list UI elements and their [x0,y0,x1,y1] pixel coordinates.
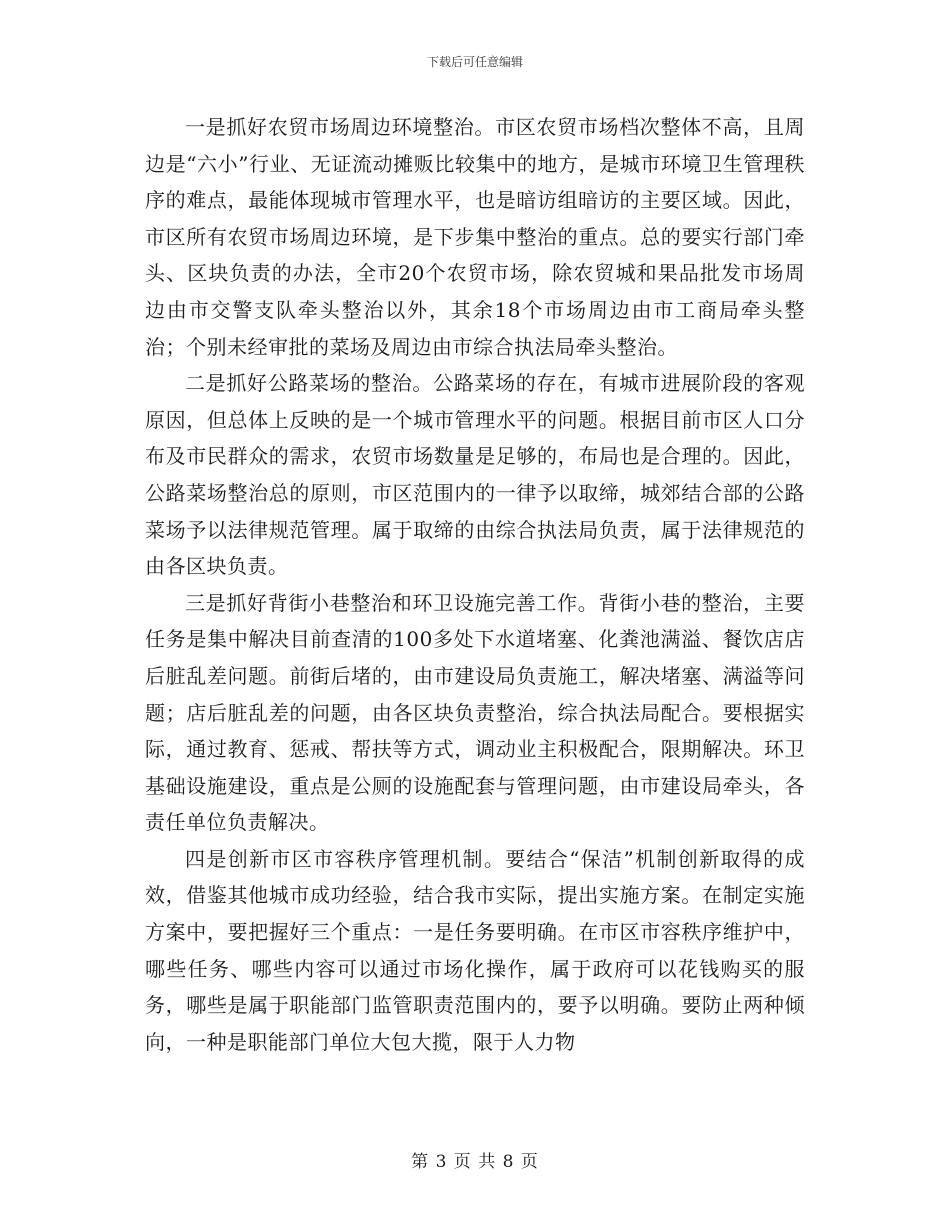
page-header: 下载后可任意编辑 [426,55,523,69]
paragraph-management-mechanism: 四是创新市区市容秩序管理机制。要结合“保洁”机制创新取得的成效，借鉴其他城市成功经验，结合我市实际，提出实施方案。在制定实施方案中，要把握好三个重点：一是任务要明确。在市区市容秩序维护中，哪些任务、哪些内容可以通过市场化操作，属于政府可以花钱购买的服务，哪些是属于职能部门监管职责范围内的，要予以明确。要防止两种倾向，一种是职能部门单位大包大揽，限于人力物 [145,846,805,1054]
page-number: 第 3 页 共 8 页 [411,1152,539,1172]
paragraph-farmers-market: 一是抓好农贸市场周边环境整治。市区农贸市场档次整体不高，且周边是“六小”行业、无证流动摊贩比较集中的地方，是城市环境卫生管理秩序的难点，最能体现城市管理水平，也是暗访组暗访的主要区域。因此，市区所有农贸市场周边环境，是下步集中整治的重点。总的要实行部门牵头、区块负责的办法，全市20个农贸市场，除农贸城和果品批发市场周边由市交警支队牵头整治以外，其余18个市场周边由市工商局牵头整治；个别未经审批的菜场及周边由市综合执法局牵头整治。 [145,115,805,359]
paragraph-road-market: 二是抓好公路菜场的整治。公路菜场的存在，有城市进展阶段的客观原因，但总体上反映的是一个城市管理水平的问题。根据目前市区人口分布及市民群众的需求，农贸市场数量是足够的，布局也是合理的。因此，公路菜场整治总的原则，市区范围内的一律予以取缔，城郊结合部的公路菜场予以法律规范管理。属于取缔的由综合执法局负责，属于法律规范的由各区块负责。 [145,371,805,579]
document-body [145,109,805,1060]
paragraph-back-alleys: 三是抓好背街小巷整治和环卫设施完善工作。背街小巷的整治，主要任务是集中解决目前查清的100多处下水道堵塞、化粪池满溢、餐饮店店后脏乱差问题。前街后堵的，由市建设局负责施工，解决堵塞、满溢等问题；店后脏乱差的问题，由各区块负责整治，综合执法局配合。要根据实际，通过教育、惩戒、帮扶等方式，调动业主积极配合，限期解决。环卫基础设施建设，重点是公厕的设施配套与管理问题，由市建设局牵头，各责任单位负责解决。 [145,590,805,835]
